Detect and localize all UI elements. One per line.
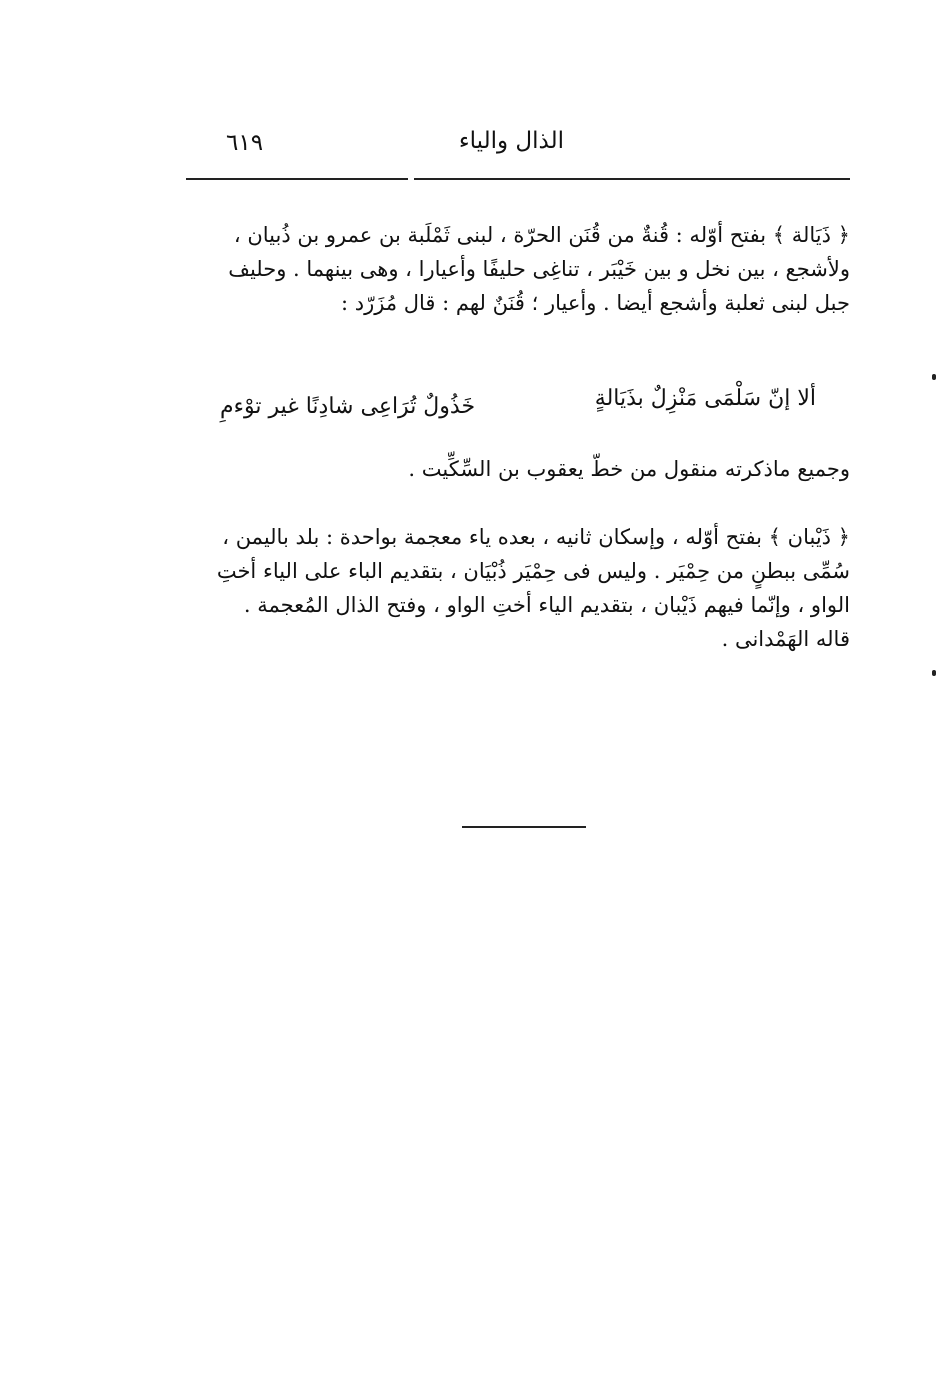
entry-line: ولأشجع ، بين نخل و بين خَيْبَر ، تناغِى حليفًا وأعيارا ، وهى بينهما . وحليف (228, 257, 850, 281)
entry-line: الواو ، وإنّما فيهم ذَيْبان ، بتقديم الياء أختِ الواو ، وفتح الذال المُعجمة . (243, 593, 850, 617)
source-note (192, 452, 850, 486)
entry-line: ﴿ ذَيْبان ﴾ بفتح أوّله ، وإسكان ثانيه ، بعده ياء معجمة بواحدة : بلد باليمن ، (222, 525, 850, 549)
entry-line: جبل لبنى ثعلبة وأشجع أيضا . وأعيار ؛ قُنَنٌ لهم : قال مُزَرّد : (340, 291, 850, 315)
margin-speck (932, 374, 936, 380)
header-rule-right (414, 178, 850, 180)
entry-line: وجميع ماذكرته منقول من خطّ يعقوب بن السِّكِّيت . (408, 457, 850, 481)
entry-line: سُمِّى ببطنٍ من حِمْيَر . وليس فى حِمْيَر ذُبْيَان ، بتقديم الباء على الياء أختِ (216, 559, 850, 583)
entry-line: ﴿ ذَيَالة ﴾ بفتح أوّله : قُنةٌ من قُنَن الحرّة ، لبنى ثَمْلَبة بن عمرو بن ذُبيان ، (233, 223, 850, 247)
margin-speck (932, 670, 936, 676)
entry-dhaybān (192, 520, 850, 656)
poetry-verse (220, 386, 816, 426)
running-title: الذال والياء (458, 128, 564, 154)
verse-first-hemistich: ألا إنّ سَلْمَى مَنْزِلٌ بذَيَالةٍ (594, 386, 816, 411)
section-end-rule (462, 826, 586, 828)
header-rule-left (186, 178, 408, 180)
entry-line: قاله الهَمْدانى . (721, 627, 850, 651)
page-number: ٦١٩ (226, 130, 264, 156)
entry-dhayala (192, 218, 850, 320)
verse-second-hemistich: خَذُولٌ تُرَاعِى شادِنًا غير توْءمِ (220, 394, 476, 419)
page-header (186, 126, 850, 166)
